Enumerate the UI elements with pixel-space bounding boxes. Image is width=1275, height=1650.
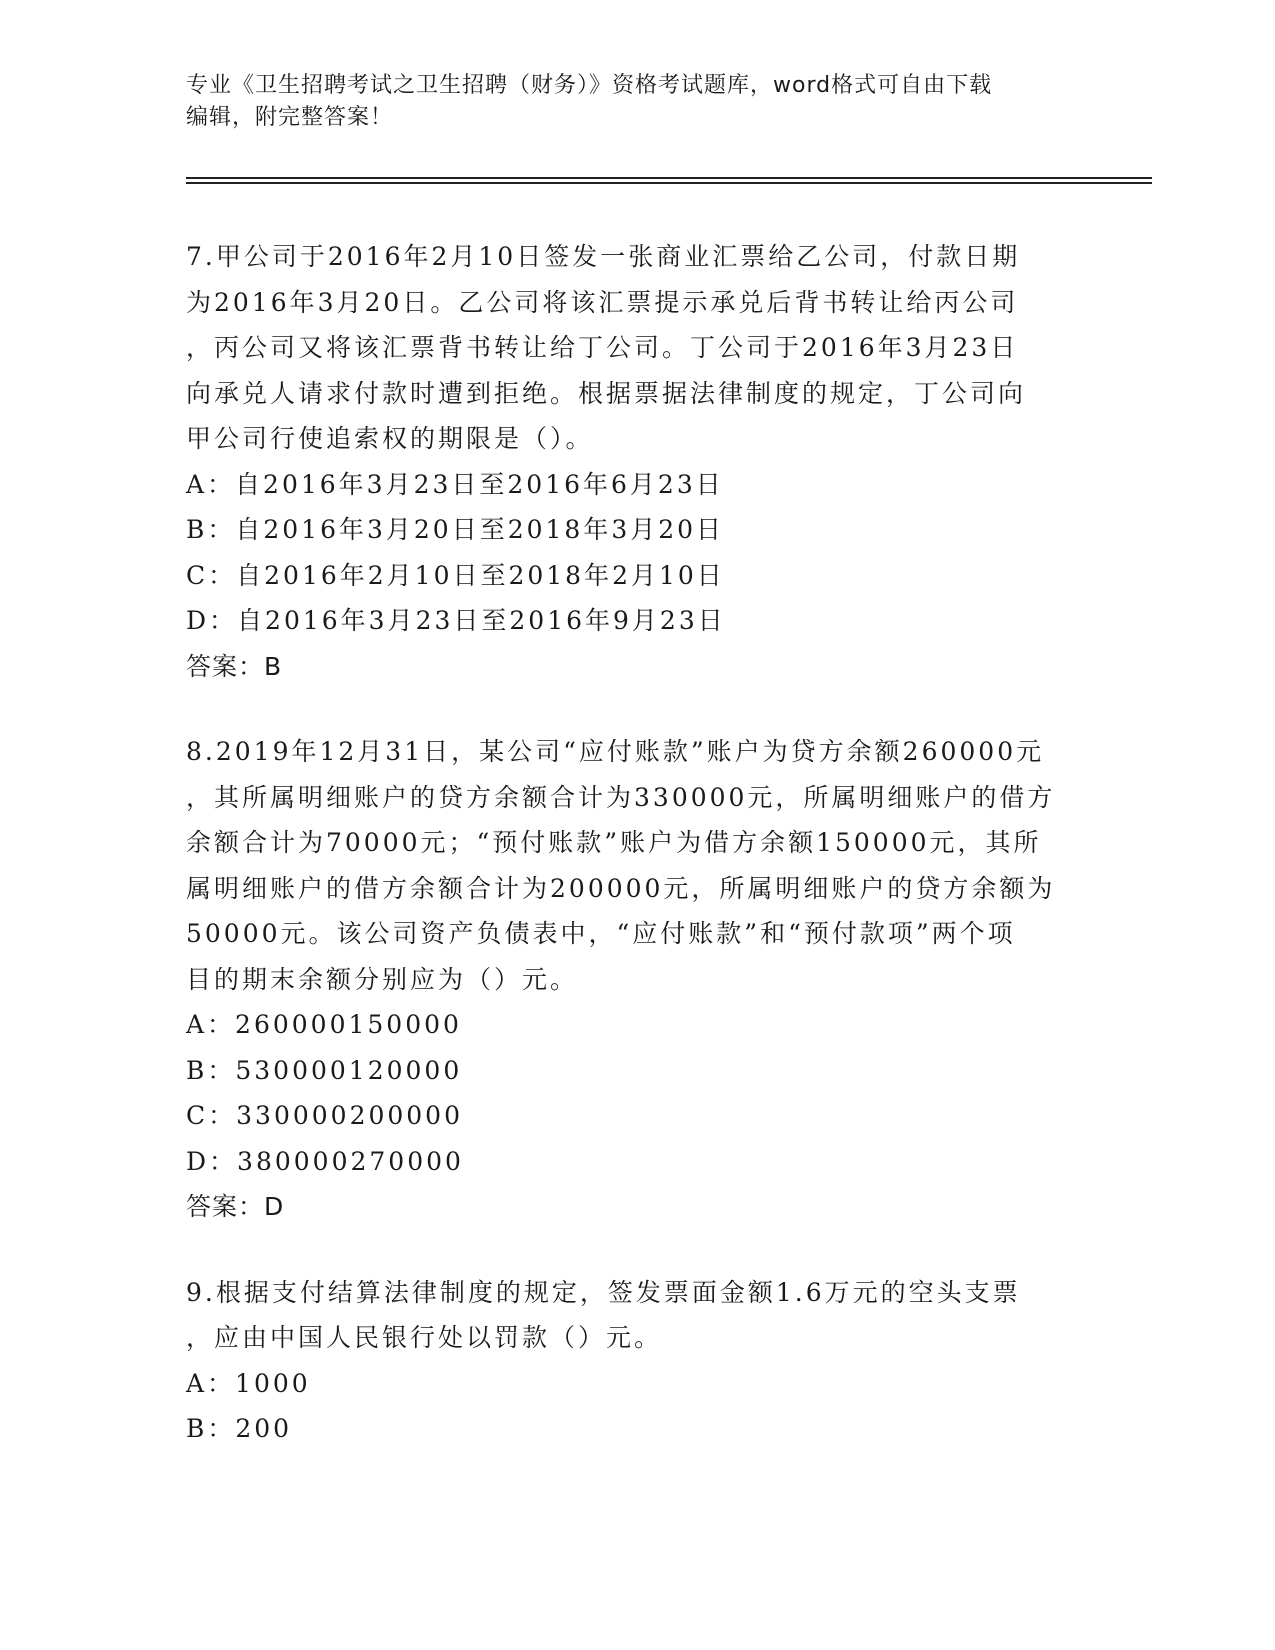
header-line-1: 专业《卫生招聘考试之卫生招聘（财务）》资格考试题库，word格式可自由下载 <box>186 73 993 98</box>
question-9 <box>186 1270 1086 1452</box>
header-divider-top <box>186 177 1152 179</box>
option-a: A：1000 <box>186 1368 311 1398</box>
option-c: C：330000200000 <box>186 1101 463 1130</box>
option-a: A：260000150000 <box>186 1010 462 1039</box>
option-d: D：自2016年3月23日至2016年9月23日 <box>186 606 726 635</box>
question-line: 7.甲公司于2016年2月10日签发一张商业汇票给乙公司，付款日期 <box>186 242 1021 271</box>
question-line: ，其所属明细账户的贷方余额合计为330000元，所属明细账户的借方 <box>186 782 1056 812</box>
question-8 <box>186 729 1086 1230</box>
question-line: 属明细账户的借方余额合计为200000元，所属明细账户的贷方余额为 <box>186 873 1056 903</box>
option-d: D：380000270000 <box>186 1146 464 1176</box>
question-line: 8.2019年12月31日，某公司“应付账款”账户为贷方余额260000元 <box>186 737 1045 766</box>
question-7 <box>186 234 1086 689</box>
question-list <box>186 234 1086 1492</box>
question-line: ，丙公司又将该汇票背书转让给丁公司。丁公司于2016年3月23日 <box>186 333 1019 362</box>
question-text <box>186 234 1086 462</box>
option-c: C：自2016年2月10日至2018年2月10日 <box>186 560 725 590</box>
header-line-2: 编辑，附完整答案！ <box>186 105 394 130</box>
option-b: B：200 <box>186 1414 293 1443</box>
header-divider-bottom <box>186 182 1152 184</box>
question-line: 甲公司行使追索权的期限是（）。 <box>186 424 594 453</box>
option-b: B：自2016年3月20日至2018年3月20日 <box>186 515 725 544</box>
question-line: 向承兑人请求付款时遭到拒绝。根据票据法律制度的规定，丁公司向 <box>186 378 1027 408</box>
answer: 答案：D <box>186 1192 285 1221</box>
question-line: 目的期末余额分别应为（）元。 <box>186 964 579 994</box>
question-line: 为2016年3月20日。乙公司将该汇票提示承兑后背书转让给丙公司 <box>186 287 1019 317</box>
question-line: 50000元。该公司资产负债表中，“应付账款”和“预付款项”两个项 <box>186 919 1016 948</box>
option-b: B：530000120000 <box>186 1055 463 1085</box>
question-line: ，应由中国人民银行处以罚款（）元。 <box>186 1323 663 1352</box>
question-line: 9.根据支付结算法律制度的规定，签发票面金额1.6万元的空头支票 <box>186 1277 1021 1307</box>
answer: 答案：B <box>186 651 283 681</box>
question-text <box>186 1270 1086 1361</box>
option-a: A：自2016年3月23日至2016年6月23日 <box>186 469 724 499</box>
document-header <box>186 70 1086 134</box>
question-line: 余额合计为70000元；“预付账款”账户为借方余额150000元，其所 <box>186 828 1042 857</box>
question-text <box>186 729 1086 1002</box>
